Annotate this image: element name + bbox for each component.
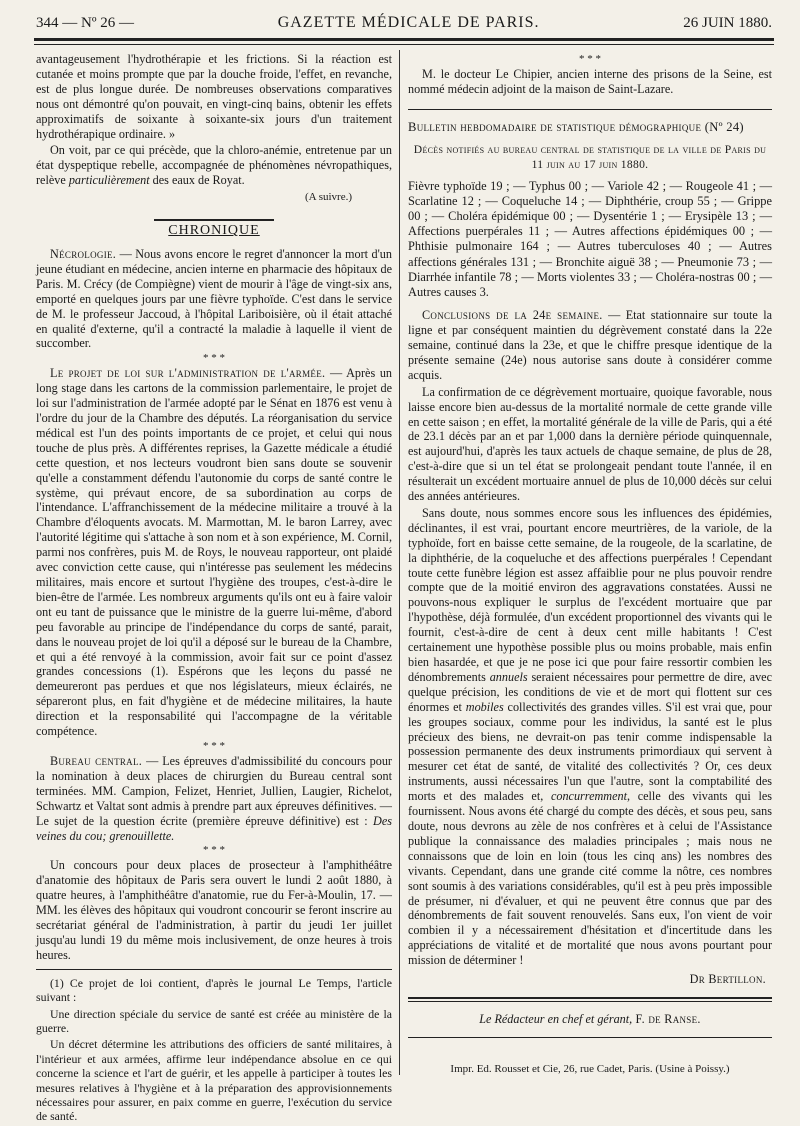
page-header — [36, 14, 772, 36]
signature-bertillon: Dr Bertillon. — [689, 972, 766, 987]
section-heading-chronique: CHRONIQUE — [154, 219, 274, 239]
section-stars: * * * — [579, 53, 601, 65]
section-stars: * * * — [203, 352, 225, 365]
mortality-statistics: Fièvre typhoïde 19 ; — Typhus 00 ; — Variole 42 ; — Rougeole 41 ; — Scarlatine 12 ; — Coqueluche 14 ; — Diphthérie, croup 55 ; — Grippe 00 ; — Choléra épidémique 00 ; — Dysentérie 1 ; — Erysipèle 13 ; — Affections puerpérales 11 ; — Autres affections épidémiques 00 ; — Phthisie pulmonaire 164 ; — Autres tuberculoses 40 ; — Autres affections générales 131 ; — Bronchite aiguë 38 ; — Pneumonie 73 ; — Diarrhée infantile 78 ; — Morts violentes 33 ; — Choléra-nostras 00 ; — Autres causes 3. — [408, 178, 772, 299]
paragraph-conclusions: Conclusions de la 24e semaine. — Etat stationnaire sur toute la ligne et par conséquent maintien du dégrèvement constaté dans la 22e semaine, continué dans la 23e, et que le chiffre presque identique de la présente semaine (24e) nous autorise sans doute à considérer comme acquis. — [408, 308, 772, 382]
footnote-article-1: Une direction spéciale du service de santé est créée au ministère de la guerre. — [36, 1006, 392, 1035]
closing-rule-thin — [408, 1001, 772, 1002]
paragraph-concours-prosecteur: Un concours pour deux places de prosecteur à l'amphithéâtre d'anatomie des hôpitaux de Paris sera ouvert le lundi 2 août 1880, à quatre heures, à l'amphithéâtre d'anatomie, rue du Fer-à-Moulin, 17. — MM. les élèves des hôpitaux qui voudront concourir se feront inscrire au secrétariat général de l'administration, à partir du jeudi 1er juillet jusqu'au lundi 19 du même mois inclusivement, de onze heures à trois heures. — [36, 858, 392, 962]
paragraph-hydrotherapie: avantageusement l'hydrothérapie et les frictions. Si la réaction est cutanée et moins prompte que par la douche froide, l'effet, en revanche, est de plus longue durée. De nombreuses observations comparatives nous ont démontré qu'on pouvait, en vingt-cinq bains, obtenir les effets approximatifs de soixante à soixante-six jours d'un traitement hydrothérapique ordinaire. » — [36, 52, 392, 141]
paragraph-le-chipier: M. le docteur Le Chipier, ancien interne des prisons de la Seine, est nommé médecin adjoint de la maison de Saint-Lazare. — [408, 67, 772, 96]
deces-heading: Décès notifiés au bureau central de statistique de la ville de Paris du 11 juin au 17 juin 1880. — [413, 142, 767, 171]
imprimeur-line: Impr. Ed. Rousset et Cie, 26, rue Cadet, Paris. (Usine à Poissy.) — [450, 1062, 730, 1075]
section-stars: * * * — [203, 739, 225, 752]
footnote — [36, 976, 392, 1124]
section-stars: * * * — [203, 844, 225, 857]
column-divider — [399, 50, 400, 1075]
imprint-separator — [408, 1037, 772, 1038]
page-number: 344 — Nº 26 — — [36, 15, 134, 31]
paragraph-necrologie: Nécrologie. — Nous avons encore le regret d'annoncer la mort d'un jeune étudiant en médecine, ancien interne en pharmacie des hôpitaux de Paris. M. Crécy (de Compiègne) vient de mourir à l'âge de vingt-six ans, emporté en quelques jours par une fièvre typhoïde. C'est dans le service de M. le professeur Jaccoud, à l'hôpital Lariboisière, où il était attaché en qualité d'externe, qu'il a contracté la maladie à laquelle il vient de succomber. — [36, 246, 392, 351]
paragraph-royat: On voit, par ce qui précède, que la chloro-anémie, entretenue par un état dyspeptique rebelle, accompagnée de phénomènes névropathiques, relève particulièrement des eaux de Royat. — [36, 143, 392, 188]
paragraph-sans-doute: Sans doute, nous sommes encore sous les influences des épidémies, déclinantes, il est vrai, pourtant encore meurtrières, de la variole, de la typhoïde, fort en baisse cette semaine, de la rougeole, de la scarlatine, de la diphthérie, de la coqueluche et des affections puerpérales ! Cependant toute cette funèbre légion est assez affaiblie pour ne plus pouvoir rendre compte que de la moitié environ des aggravations constatées. Aussi ne pouvons-nous expliquer le surplus de l'excédent mortuaire que par l'hypothèse, déjà formulée, d'un excédent proportionnel des vivants qui le fournit, c'est-à-dire de cent à deux cent mille habitants ! C'est certainement une hypothèse possible plus ou moins probable, mais enfin bien hasardée, et que je ne pose ici que pour faire ressortir combien les dénombrements annuels seraient nécessaires pour permettre de dire, avec quelque précision, les conditions de vie et de mort qui flottent sur ces énormes et mobiles collectivités des grandes villes. S'il est vrai que, pour les groupes sociaux, comme pour les individus, la santé est le plus précieux des biens, ne devrait-on pas tenir comme indispensable la possession permanente des deux instruments primordiaux qui servent à mesurer cet état de santé, de vitalité des collectivités ? Or, ces deux instruments, aussi nécessaires l'un que l'autre, sont la comptabilité des morts et des malades et, concurremment, celle des vivants qui les fournissent. Nous avons été chargé du compte des décès, et sous peu, sans doute, nous devrons au zèle de nos confrères et à celui de l'Assistance publique la connaissance des maladies principales ; mais nous ne connaissons que de loin en loin (tous les cinq ans) les nombres des vivants. Cependant, dans une grande cité comme la nôtre, ces nombres sont soumis à des variations considérables, qu'il est à peu près impossible de présumer, ni d'évaluer, et qui ne peuvent être connus que par des dénombrements de fait souvent renouvelés. Sans eux, l'on vient de voir combien il y a nécessairement d'hésitation et d'incertitude dans les appréciations de vitalité et de mortalité que nous avons pourtant pour mission de déterminer ! — [408, 505, 772, 968]
paragraph-bureau-central: Bureau central. — Les épreuves d'admissibilité du concours pour la nomination à deux places de chirurgien du Bureau central sont terminées. MM. Campion, Felizet, Henriet, Jullien, Laugier, Richelot, Schwartz et Valtat sont admis à prendre part aux épreuves définitives. — Le sujet de la question écrite (première épreuve définitive) est : Des veines du cou; grenouillette. — [36, 753, 392, 843]
paragraph-confirmation: La confirmation de ce dégrèvement mortuaire, quoique favorable, nous laisse encore bien au-dessus de la mortalité normale de cette grande ville en cette saison ; en effet, la mortalité générale de la ville de Paris, qui a été de 23.1 décès par an et par 1,000 dans la dernière période quinquennale, est aujourd'hui, d'après les taux actuels de chaque semaine, de plus de 28, c'est-à-dire que si un tel état se prolongeait pendant toute l'année, il en résulterait un excédent mortuaire annuel de plus de 10,000 décès sur celui des années antérieures. — [408, 384, 772, 504]
footnote-intro: (1) Ce projet de loi contient, d'après le journal Le Temps, l'article suivant : — [36, 975, 392, 1005]
redacteur-line: Le Rédacteur en chef et gérant, F. de Ranse. — [479, 1011, 701, 1026]
closing-rule-thick — [408, 997, 772, 999]
footnote-separator — [36, 969, 392, 970]
section-separator — [408, 109, 772, 110]
paragraph-projet-de-loi: Le projet de loi sur l'administration de l'armée. — Après un long stage dans les cartons de la commission parlementaire, le projet de loi sur l'administration de l'armée adopté par le Sénat en 1876 est venu à l'ordre du jour de la Chambre des députés. La réorganisation du service médical est l'un des points importants de ce projet, et celui qui nous touche de plus près. A différentes reprises, la Gazette médicale a étudié cette question, et nos lecteurs voudront bien sans doute se souvenir qu'elle a constamment défendu l'autonomie du corps de santé contre le système, qui prévaut encore, de sa subordination au corps de l'intendance. L'affranchissement de la médecine militaire a trouvé à la Chambre d'éloquents avocats. M. Marmottan, M. le baron Larrey, avec l'autorité légitime qui s'attache à son nom et à son expérience, M. Cornil, parmi nos confrères, puis M. de Roys, le nouveau rapporteur, ont plaidé avec conviction cette cause, qui n'intéresse pas seulement les médecins militaires, mais encore et surtout l'hygiène des troupes, c'est-à-dire le bien-être de l'armée. Les nombreux arguments qu'ils ont eu à faire valoir ont eu tant de puissance que le ministre de la guerre lui-même, d'abord peu favorable au principe de l'indépendance du corps de santé, parait, dans le nouveau projet de loi qu'il a déposé sur le bureau de la Chambre, et qui a été renvoyé à la commission, avoir fait sur ce point d'assez grandes concessions (1). Espérons que les leçons du passé ne demeureront pas perdues et que nos législateurs, mieux éclairés, ne sépareront plus, en fait d'hygiène et de médecine militaires, la haute direction et la responsabilité qui l'accompagne de la véritable compétence. — [36, 366, 393, 739]
footnote-article-2: Un décret détermine les attributions des officiers de santé militaires, à l'intérieur et aux armées, affirme leur indépendance absolue en ce qui concerne la science et l'art de guérir, et les appelle à participer à toutes les mesures relatives à l'hygiène et à la préparation des approvisionnements nécessaires pour assurer, en paix comme en guerre, l'exécution du service de santé. — [36, 1037, 392, 1124]
journal-title: GAZETTE MÉDICALE DE PARIS. — [277, 14, 540, 31]
header-rule-thin — [34, 44, 774, 45]
bulletin-title: Bulletin hebdomadaire de statistique démographique (Nº 24) — [408, 119, 744, 134]
right-column — [408, 52, 772, 1079]
a-suivre: (A suivre.) — [304, 191, 352, 204]
left-column — [36, 52, 392, 1126]
header-rule-thick — [34, 38, 774, 41]
issue-date: 26 JUIN 1880. — [683, 15, 772, 31]
